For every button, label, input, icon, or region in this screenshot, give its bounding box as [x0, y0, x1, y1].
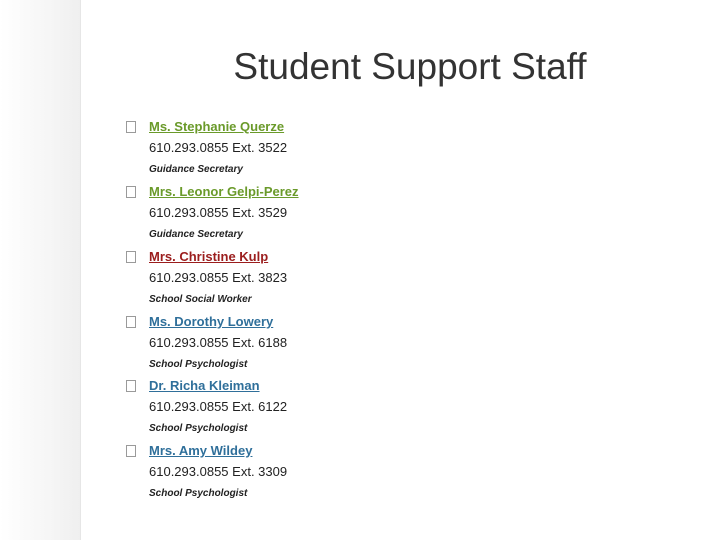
staff-role: Guidance Secretary	[149, 164, 243, 175]
staff-name-link[interactable]: Mrs. Amy Wildey	[149, 443, 253, 458]
staff-name-link[interactable]: Mrs. Leonor Gelpi-Perez	[149, 184, 299, 199]
staff-role: School Psychologist	[149, 488, 248, 499]
staff-phone	[149, 140, 287, 155]
square-bullet-icon	[126, 445, 136, 457]
square-bullet-icon	[126, 121, 136, 133]
square-bullet-icon	[126, 186, 136, 198]
phone-extension: Ext. 3823	[232, 270, 288, 285]
staff-name-link[interactable]: Dr. Richa Kleiman	[149, 378, 260, 393]
square-bullet-icon	[126, 251, 136, 263]
staff-role: School Psychologist	[149, 423, 248, 434]
square-bullet-icon	[126, 380, 136, 392]
page-title: Student Support Staff	[233, 46, 587, 87]
staff-phone	[149, 399, 287, 414]
staff-name-link[interactable]: Ms. Stephanie Querze	[149, 119, 285, 134]
phone-number: 610.293.0855	[149, 335, 229, 350]
phone-number: 610.293.0855	[149, 399, 229, 414]
phone-extension: Ext. 6188	[232, 335, 288, 350]
phone-extension: Ext. 3529	[232, 205, 288, 220]
staff-name-link[interactable]: Ms. Dorothy Lowery	[149, 314, 274, 329]
staff-role: Guidance Secretary	[149, 229, 243, 240]
staff-role: School Social Worker	[149, 294, 252, 305]
staff-phone	[149, 464, 287, 479]
staff-phone	[149, 335, 287, 350]
staff-phone	[149, 270, 287, 285]
phone-extension: Ext. 6122	[232, 399, 288, 414]
phone-extension: Ext. 3309	[232, 464, 288, 479]
staff-phone	[149, 205, 287, 220]
phone-number: 610.293.0855	[149, 140, 229, 155]
phone-number: 610.293.0855	[149, 270, 229, 285]
square-bullet-icon	[126, 316, 136, 328]
staff-role: School Psychologist	[149, 359, 248, 370]
phone-number: 610.293.0855	[149, 205, 229, 220]
phone-extension: Ext. 3522	[232, 140, 288, 155]
phone-number: 610.293.0855	[149, 464, 229, 479]
staff-name-link[interactable]: Mrs. Christine Kulp	[149, 249, 269, 264]
